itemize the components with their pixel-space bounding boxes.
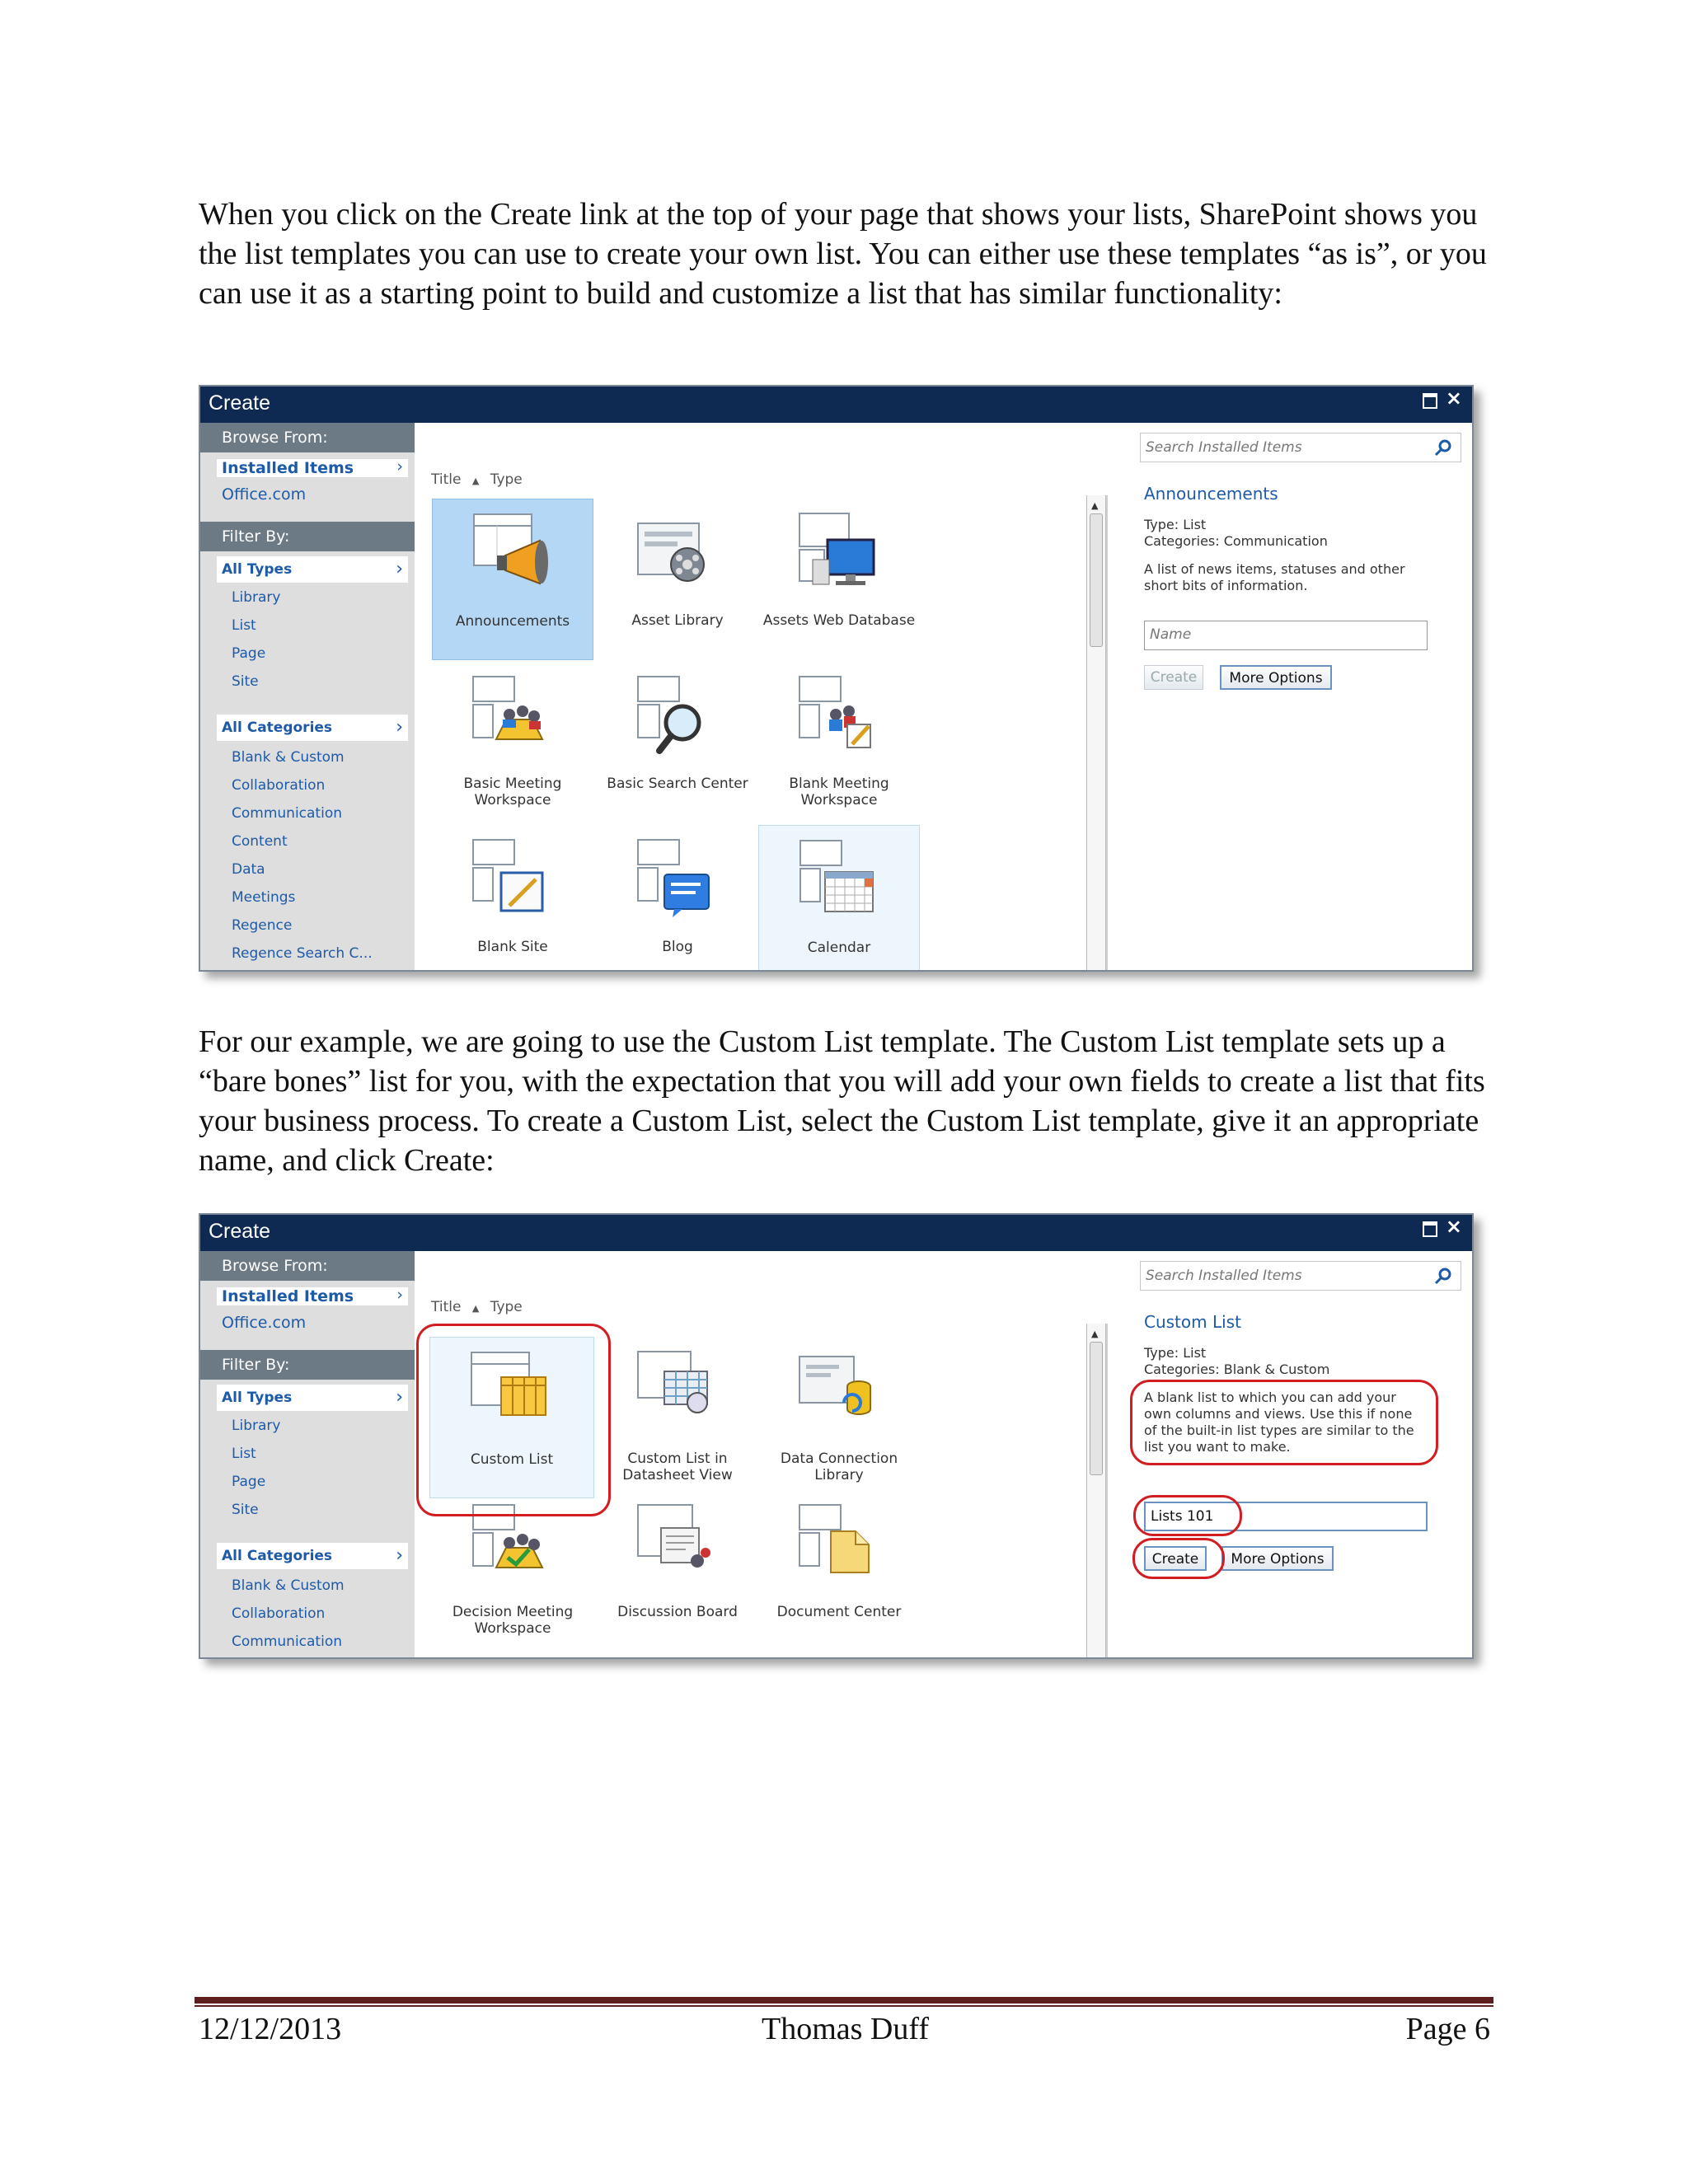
announcements-icon [472,513,555,603]
filter-all-types[interactable] [217,1385,408,1411]
filter-by-heading: Filter By: [200,1350,415,1380]
tile-label: Asset Library [631,612,724,629]
nav-installed-items[interactable] [217,1287,408,1305]
tile-label: Basic Search Center [607,776,748,792]
tile-label: Assets Web Database [762,612,916,629]
template-tile[interactable] [758,1490,920,1652]
tile-label: Basic Meeting Workspace [463,776,562,808]
search-input[interactable] [1140,433,1461,462]
tile-label: Announcements [455,613,570,630]
nav-installed-items-label: Installed Items [222,459,354,477]
asset-library-icon [636,512,719,602]
tile-label: Custom List [470,1451,554,1468]
tile-label: Discussion Board [617,1604,738,1620]
nav-installed-items[interactable] [217,459,408,477]
template-tile[interactable] [597,1337,758,1498]
datasheet-view-icon [636,1350,719,1441]
blog-icon [636,838,719,929]
tile-label: Calendar [807,940,871,956]
filter-category-content[interactable]: Content [232,833,288,850]
tile-label: Document Center [776,1604,902,1620]
chevron-right-icon: › [396,1286,403,1304]
sort-type[interactable]: Type [490,1299,523,1315]
assets-web-database-icon [798,512,880,602]
detail-title: Announcements [1144,484,1278,504]
detail-description: A blank list to which you can add your own columns and views. Use this if none of the built-in list types are similar to the list you want to make. [1144,1390,1414,1455]
filter-category-collaboration[interactable]: Collaboration [232,777,326,794]
chevron-right-icon: › [396,1545,403,1566]
dialog-titlebar [200,387,1472,423]
document-center-icon [798,1503,880,1594]
scroll-thumb[interactable] [1090,513,1103,647]
tile-label: Blog [662,939,693,955]
detail-title: Custom List [1144,1312,1241,1332]
decision-meeting-workspace-icon [471,1503,554,1594]
highlight-circle-template [416,1324,611,1516]
data-connection-library-icon [798,1350,880,1441]
footer-page-number: Page 6 [1405,2012,1490,2046]
name-input[interactable]: Name [1144,621,1428,650]
tile-label: Blank Meeting Workspace [789,776,889,808]
filter-all-types[interactable] [217,556,408,583]
footer-rule-thin [195,2005,1493,2007]
meeting-workspace-icon [471,675,554,766]
nav-office-com[interactable]: Office.com [222,485,307,504]
left-navigation [200,423,415,970]
dialog-title: Create [209,391,271,415]
sort-bar [431,1299,523,1315]
detail-type: Type: List [1144,1345,1207,1361]
filter-category-collaboration[interactable]: Collaboration [232,1605,326,1622]
browse-from-heading: Browse From: [200,423,415,452]
calendar-icon [799,839,881,930]
filter-type-site[interactable]: Site [232,1502,259,1518]
more-options-button[interactable]: More Options [1221,1546,1334,1571]
search-placeholder: Search Installed Items [1146,439,1302,456]
maximize-icon[interactable] [1423,393,1437,409]
search-center-icon [636,675,719,766]
sort-ascending-icon: ▲ [471,476,480,486]
filter-all-categories[interactable] [217,715,408,741]
discussion-board-icon [636,1503,719,1594]
search-input[interactable] [1140,1261,1461,1291]
blank-meeting-workspace-icon [798,675,880,766]
template-tile[interactable] [432,825,593,972]
template-tile[interactable] [758,825,920,972]
sort-bar [431,471,523,488]
detail-categories: Categories: Communication [1144,533,1328,549]
template-tile[interactable] [758,1337,920,1498]
template-tile[interactable] [597,825,758,972]
scroll-up-icon[interactable]: ▲ [1091,500,1099,511]
close-icon[interactable]: × [1445,1215,1462,1238]
filter-type-library[interactable]: Library [232,589,281,606]
panel-divider [1106,495,1108,970]
template-tile[interactable] [597,499,758,660]
filter-type-list[interactable]: List [232,1446,256,1462]
close-icon[interactable]: × [1445,387,1462,410]
tile-label: Custom List in Datasheet View [622,1451,733,1483]
sort-title[interactable]: Title [431,471,462,488]
detail-type: Type: List [1144,517,1207,532]
nav-installed-items-label: Installed Items [222,1287,354,1305]
filter-type-page[interactable]: Page [232,645,266,662]
footer-rule [195,1997,1493,2004]
filter-category-blank-custom[interactable]: Blank & Custom [232,749,345,766]
filter-category-blank-custom[interactable]: Blank & Custom [232,1577,345,1594]
template-tile[interactable] [597,662,758,823]
scroll-thumb[interactable] [1090,1342,1103,1475]
more-options-button[interactable]: More Options [1220,665,1332,690]
template-scrollbar[interactable] [1086,1324,1106,1657]
chevron-right-icon: › [396,717,403,738]
template-tile[interactable] [432,662,593,823]
template-tile[interactable] [758,662,920,823]
search-placeholder: Search Installed Items [1146,1268,1302,1284]
browse-from-heading: Browse From: [200,1251,415,1281]
search-icon[interactable] [1432,1265,1454,1286]
intro-paragraph: When you click on the Create link at the top of your page that shows your lists, SharePoint shows you the list templates you can use to create your own list. You can either use these templates “as is”, or you can use it as a starting point to build and customize a list that has similar functionality: [199,197,1487,311]
filter-category-regence[interactable]: Regence [232,917,293,934]
template-scrollbar[interactable] [1086,495,1106,970]
panel-divider [1106,1324,1108,1657]
footer-date: 12/12/2013 [199,2012,342,2046]
template-tile[interactable] [597,1490,758,1652]
filter-type-page[interactable]: Page [232,1474,266,1490]
example-paragraph: For our example, we are going to use the Custom List template. The Custom List template sets up a “bare bones” list for you, with the expectation that you will add your own fields to create a list that fits your business process. To create a Custom List, select the Custom List template, give it an appropriate name, and click Create: [199,1024,1485,1178]
filter-type-library[interactable]: Library [232,1418,281,1434]
filter-category-meetings[interactable]: Meetings [232,889,296,906]
chevron-right-icon: › [396,559,403,579]
highlight-circle-name [1133,1495,1242,1536]
tile-label: Data Connection Library [780,1451,898,1483]
filter-category-regence-search[interactable]: Regence Search C... [232,945,373,962]
chevron-right-icon: › [396,457,403,476]
sort-ascending-icon: ▲ [471,1303,480,1314]
filter-type-site[interactable]: Site [232,673,259,690]
footer-author: Thomas Duff [762,2012,929,2046]
create-button[interactable]: Create [1144,665,1203,690]
create-dialog-screenshot [199,1213,1474,1659]
filter-all-categories-label: All Categories [222,719,333,736]
name-input[interactable]: Lists 101 [1144,1502,1428,1531]
filter-category-data[interactable]: Data [232,861,265,878]
sort-type[interactable]: Type [490,471,523,488]
filter-all-types-label: All Types [222,561,293,578]
template-tile[interactable] [432,499,593,660]
nav-office-com[interactable]: Office.com [222,1314,307,1332]
filter-all-categories[interactable] [217,1543,408,1569]
filter-category-communication[interactable]: Communication [232,805,342,822]
left-navigation [200,1251,415,1657]
search-icon[interactable] [1432,437,1454,458]
create-button[interactable]: Create [1144,1546,1207,1571]
tile-label: Decision Meeting Workspace [452,1604,574,1637]
create-dialog-screenshot [199,385,1474,972]
filter-by-heading: Filter By: [200,522,415,551]
blank-site-icon [471,838,554,929]
filter-category-communication[interactable]: Communication [232,1633,342,1650]
chevron-right-icon: › [396,1387,403,1408]
dialog-title: Create [209,1220,271,1243]
detail-categories: Categories: Blank & Custom [1144,1361,1330,1377]
detail-description: A list of news items, statuses and other short bits of information. [1144,561,1405,593]
tile-label: Blank Site [477,939,548,955]
dialog-titlebar [200,1215,1472,1251]
scroll-up-icon[interactable]: ▲ [1091,1329,1099,1339]
filter-all-types-label: All Types [222,1390,293,1406]
highlight-circle-create [1132,1538,1225,1579]
template-tile[interactable] [758,499,920,660]
filter-all-categories-label: All Categories [222,1548,333,1564]
highlight-circle-description [1130,1380,1438,1465]
sort-title[interactable]: Title [431,1299,462,1315]
filter-type-list[interactable]: List [232,617,256,634]
maximize-icon[interactable] [1423,1221,1437,1237]
